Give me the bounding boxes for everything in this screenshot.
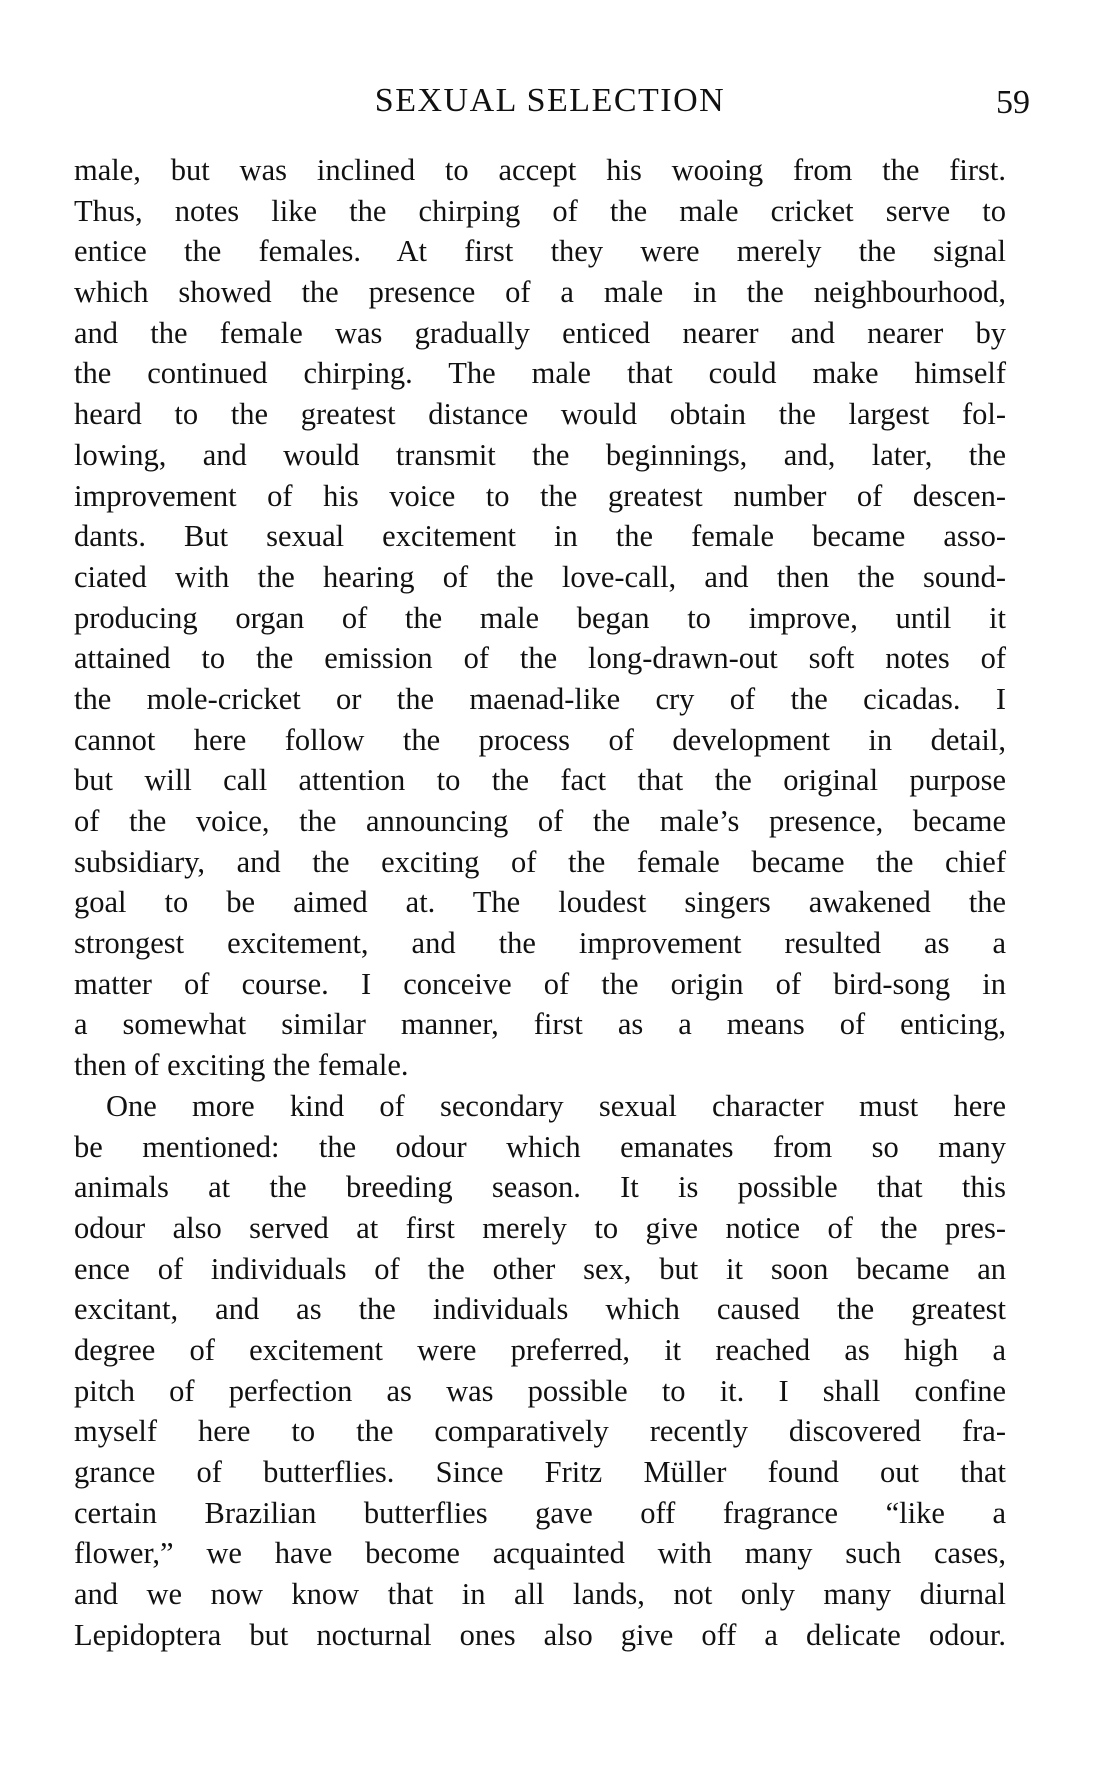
text-line: Lepidoptera but nocturnal ones also give off a delicate odour. bbox=[74, 1617, 1006, 1652]
text-line: male, but was inclined to accept his wooing from the first. bbox=[74, 153, 1006, 187]
text-line: which showed the presence of a male in the neighbourhood, bbox=[74, 275, 1006, 310]
text-line: goal to be aimed at. The loudest singers awakened the bbox=[74, 885, 1006, 920]
text-line: grance of butterflies. Since Fritz Müller found out that bbox=[74, 1455, 1006, 1489]
text-line: the mole-cricket or the maenad-like cry of the cicadas. I bbox=[74, 681, 1006, 716]
text-line: cannot here follow the process of development in detail, bbox=[74, 722, 1006, 757]
text-line: a somewhat similar manner, first as a means of enticing, bbox=[74, 1007, 1006, 1042]
text-line: attained to the emission of the long-drawn-out soft notes of bbox=[74, 641, 1006, 676]
text-line: be mentioned: the odour which emanates from so many bbox=[74, 1129, 1006, 1164]
text-line: ciated with the hearing of the love-call, and then the sound- bbox=[74, 559, 1006, 594]
text-line: odour also served at first merely to give notice of the pres- bbox=[74, 1210, 1006, 1245]
text-line: myself here to the comparatively recently discovered fra- bbox=[74, 1414, 1006, 1449]
text-line: lowing, and would transmit the beginnings, and, later, the bbox=[74, 437, 1006, 472]
page-number: 59 bbox=[996, 84, 1030, 121]
text-line: dants. But sexual excitement in the female became asso- bbox=[74, 519, 1006, 554]
text-line: flower,” we have become acquainted with many such cases, bbox=[74, 1536, 1006, 1571]
running-title: SEXUAL SELECTION bbox=[374, 82, 726, 119]
text-line: improvement of his voice to the greatest number of descen- bbox=[74, 478, 1006, 513]
text-line: but will call attention to the fact that the original purpose bbox=[74, 763, 1006, 798]
paragraph-first-line: One more kind of secondary sexual character must here bbox=[106, 1088, 1006, 1123]
text-line: degree of excitement were preferred, it reached as high a bbox=[74, 1332, 1006, 1367]
text-line: pitch of perfection as was possible to it. I shall confine bbox=[74, 1373, 1006, 1408]
text-line: and the female was gradually enticed nearer and nearer by bbox=[74, 315, 1006, 350]
text-line: ence of individuals of the other sex, but it soon became an bbox=[74, 1251, 1006, 1286]
text-line: Thus, notes like the chirping of the male cricket serve to bbox=[74, 193, 1006, 228]
running-head bbox=[70, 78, 1030, 122]
text-line: and we now know that in all lands, not only many diurnal bbox=[74, 1577, 1006, 1612]
text-line: of the voice, the announcing of the male’s presence, became bbox=[74, 804, 1006, 838]
text-line: entice the females. At first they were merely the signal bbox=[74, 234, 1006, 269]
text-line: matter of course. I conceive of the origin of bird-song in bbox=[74, 966, 1006, 1001]
body-text bbox=[74, 150, 1006, 1655]
text-line: producing organ of the male began to improve, until it bbox=[74, 600, 1006, 635]
text-line: animals at the breeding season. It is possible that this bbox=[74, 1170, 1006, 1205]
text-line: excitant, and as the individuals which caused the greatest bbox=[74, 1292, 1006, 1327]
paragraph-last-line: then of exciting the female. bbox=[74, 1048, 409, 1083]
text-line: heard to the greatest distance would obtain the largest fol- bbox=[74, 397, 1006, 432]
text-line: certain Brazilian butterflies gave off fragrance “like a bbox=[74, 1495, 1006, 1530]
text-line: subsidiary, and the exciting of the female became the chief bbox=[74, 844, 1006, 879]
text-line: strongest excitement, and the improvement resulted as a bbox=[74, 926, 1006, 961]
text-line: the continued chirping. The male that could make himself bbox=[74, 356, 1006, 391]
